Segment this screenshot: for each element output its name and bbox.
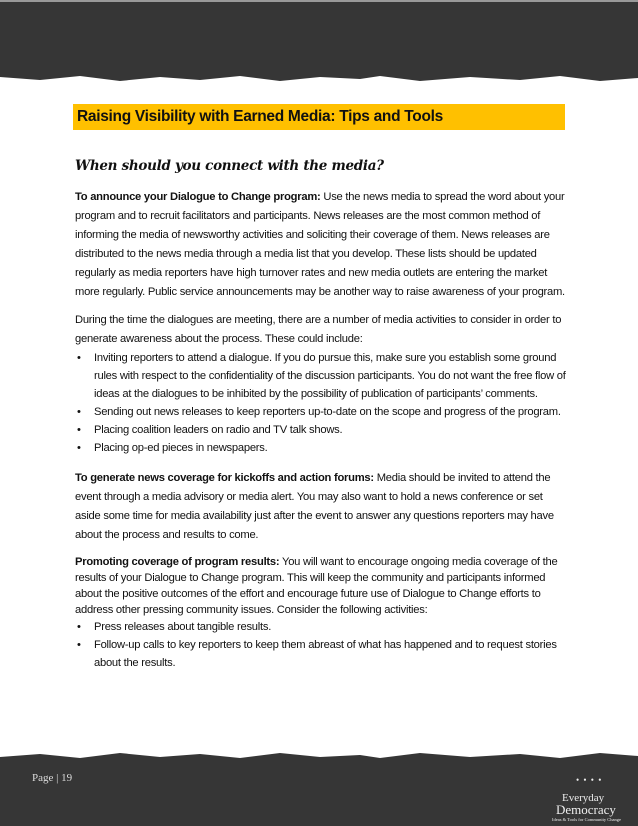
paragraph-kickoffs <box>75 469 567 545</box>
text: Use the news media to spread the word about your program and to recruit facilitators and participants. News releases are the most common method of informing the media of newsworthy activities and soliciting their coverage of them. News releases are distributed to the news media through a media list that you develop. These lists should be updated regularly as media reporters have high turnover rates and new media outlets are entering the market more regularly. Public service announcements may be another way to raise awareness of your program. <box>75 191 565 298</box>
list-item: • Inviting reporters to attend a dialogue. If you do pursue this, make sure you establish some ground rules with respect to the confidentiality of the discussion participants. You do not want the free flow of ideas at the dialogues to be inhibited by the possibility of publication of participants’ comments. <box>75 349 567 403</box>
paragraph-announce <box>75 188 567 302</box>
everyday-democracy-logo <box>552 775 632 823</box>
list-item: • Placing op-ed pieces in newspapers. <box>75 439 567 457</box>
during-list <box>75 349 567 457</box>
paragraph-results <box>75 554 567 618</box>
lead: Promoting coverage of program results: <box>75 556 280 568</box>
logo-line1: Everyday <box>562 792 605 804</box>
list-item: • Press releases about tangible results. <box>75 618 567 636</box>
section-title-bar <box>73 104 565 130</box>
header-band <box>0 0 638 74</box>
logo-line2: Democracy <box>556 802 616 817</box>
list-item: • Sending out news releases to keep reporters up-to-date on the scope and progress of the program. <box>75 403 567 421</box>
body-text <box>75 188 567 672</box>
header-torn-edge <box>0 72 638 82</box>
logo-dots-icon: • • • • <box>576 775 603 785</box>
lead: To announce your Dialogue to Change program: <box>75 191 321 203</box>
subtitle: When should you connect with the media? <box>75 158 384 174</box>
text: Media should be invited to attend the event through a media advisory or media alert. You may also want to hold a news conference or set aside some time for media availability just after the event to answer any questions reporters may have about the process and results to come. <box>75 472 554 541</box>
list-item: • Follow-up calls to key reporters to keep them abreast of what has happened and to request stories about the results. <box>75 636 567 672</box>
section-title: Raising Visibility with Earned Media: Tips and Tools <box>77 108 443 125</box>
footer-band <box>0 762 638 826</box>
lead: To generate news coverage for kickoffs and action forums: <box>75 472 374 484</box>
paragraph-during: During the time the dialogues are meeting, there are a number of media activities to consider in order to generate awareness about the process. These could include: <box>75 314 562 345</box>
footer-torn-edge <box>0 752 638 762</box>
logo-tagline: Ideas & Tools for Community Change <box>552 817 621 822</box>
results-list <box>75 618 567 672</box>
text: You will want to encourage ongoing media coverage of the results of your Dialogue to Change program. This will keep the community and participants informed about the positive outcomes of the effort and encourage future use of Dialogue to Change efforts to address other pressing community issues. Consider the following activities: <box>75 556 558 616</box>
page-number: Page | 19 <box>32 772 73 784</box>
list-item: • Placing coalition leaders on radio and TV talk shows. <box>75 421 567 439</box>
